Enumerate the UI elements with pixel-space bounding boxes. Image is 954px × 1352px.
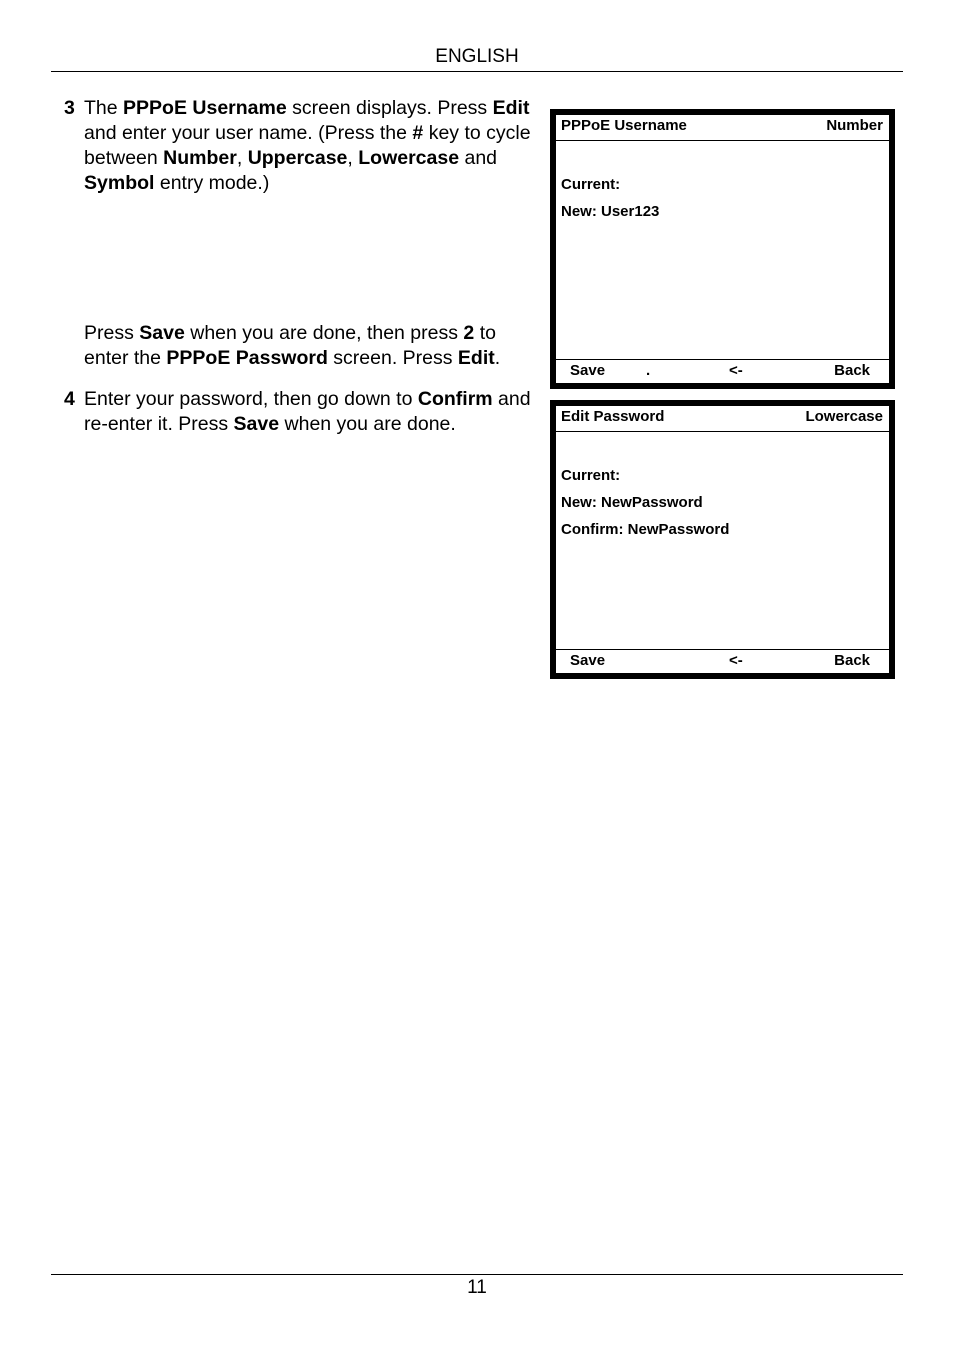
current-value-line: Current: <box>561 467 621 484</box>
softkey-bar <box>556 359 889 383</box>
screen-title-bar <box>556 406 889 432</box>
pppoe-username-screen <box>550 109 895 389</box>
header-rule <box>51 71 903 72</box>
new-value-line: New: NewPassword <box>561 494 703 511</box>
confirm-value-line: Confirm: NewPassword <box>561 521 730 538</box>
step-number: 3 <box>64 97 75 119</box>
save-softkey[interactable]: Save <box>570 362 606 379</box>
entry-mode-indicator: Lowercase <box>805 408 883 425</box>
edit-password-screen <box>550 400 895 679</box>
softkey-bar <box>556 649 889 673</box>
step-number: 4 <box>64 388 75 410</box>
backspace-softkey[interactable]: <- <box>729 362 743 379</box>
back-softkey[interactable]: Back <box>834 652 870 669</box>
save-softkey[interactable]: Save <box>570 652 606 669</box>
page-number: 11 <box>467 1277 487 1298</box>
footer-rule <box>51 1274 903 1275</box>
backspace-softkey[interactable]: <- <box>729 652 743 669</box>
screen-title: PPPoE Username <box>561 117 687 134</box>
step-3-paragraph: The PPPoE Username screen displays. Press Edit and enter your user name. (Press the # key to cycle between Number, Uppercase, Lowercase and Symbol entry mode.) <box>84 97 531 194</box>
screen-title: Edit Password <box>561 408 665 425</box>
entry-mode-indicator: Number <box>826 117 883 134</box>
screen-title-bar <box>556 115 889 141</box>
back-softkey[interactable]: Back <box>834 362 870 379</box>
new-value-line: New: User123 <box>561 203 660 220</box>
step-3-save-paragraph: Press Save when you are done, then press 2 to enter the PPPoE Password screen. Press Edit. <box>84 322 501 369</box>
step-3 <box>64 96 534 196</box>
current-value-line: Current: <box>561 176 621 193</box>
page-header-title: ENGLISH <box>435 46 519 67</box>
step-4 <box>64 387 534 437</box>
step-4-paragraph: Enter your password, then go down to Confirm and re-enter it. Press Save when you are done. <box>84 388 531 435</box>
dot-softkey: . <box>646 362 651 379</box>
